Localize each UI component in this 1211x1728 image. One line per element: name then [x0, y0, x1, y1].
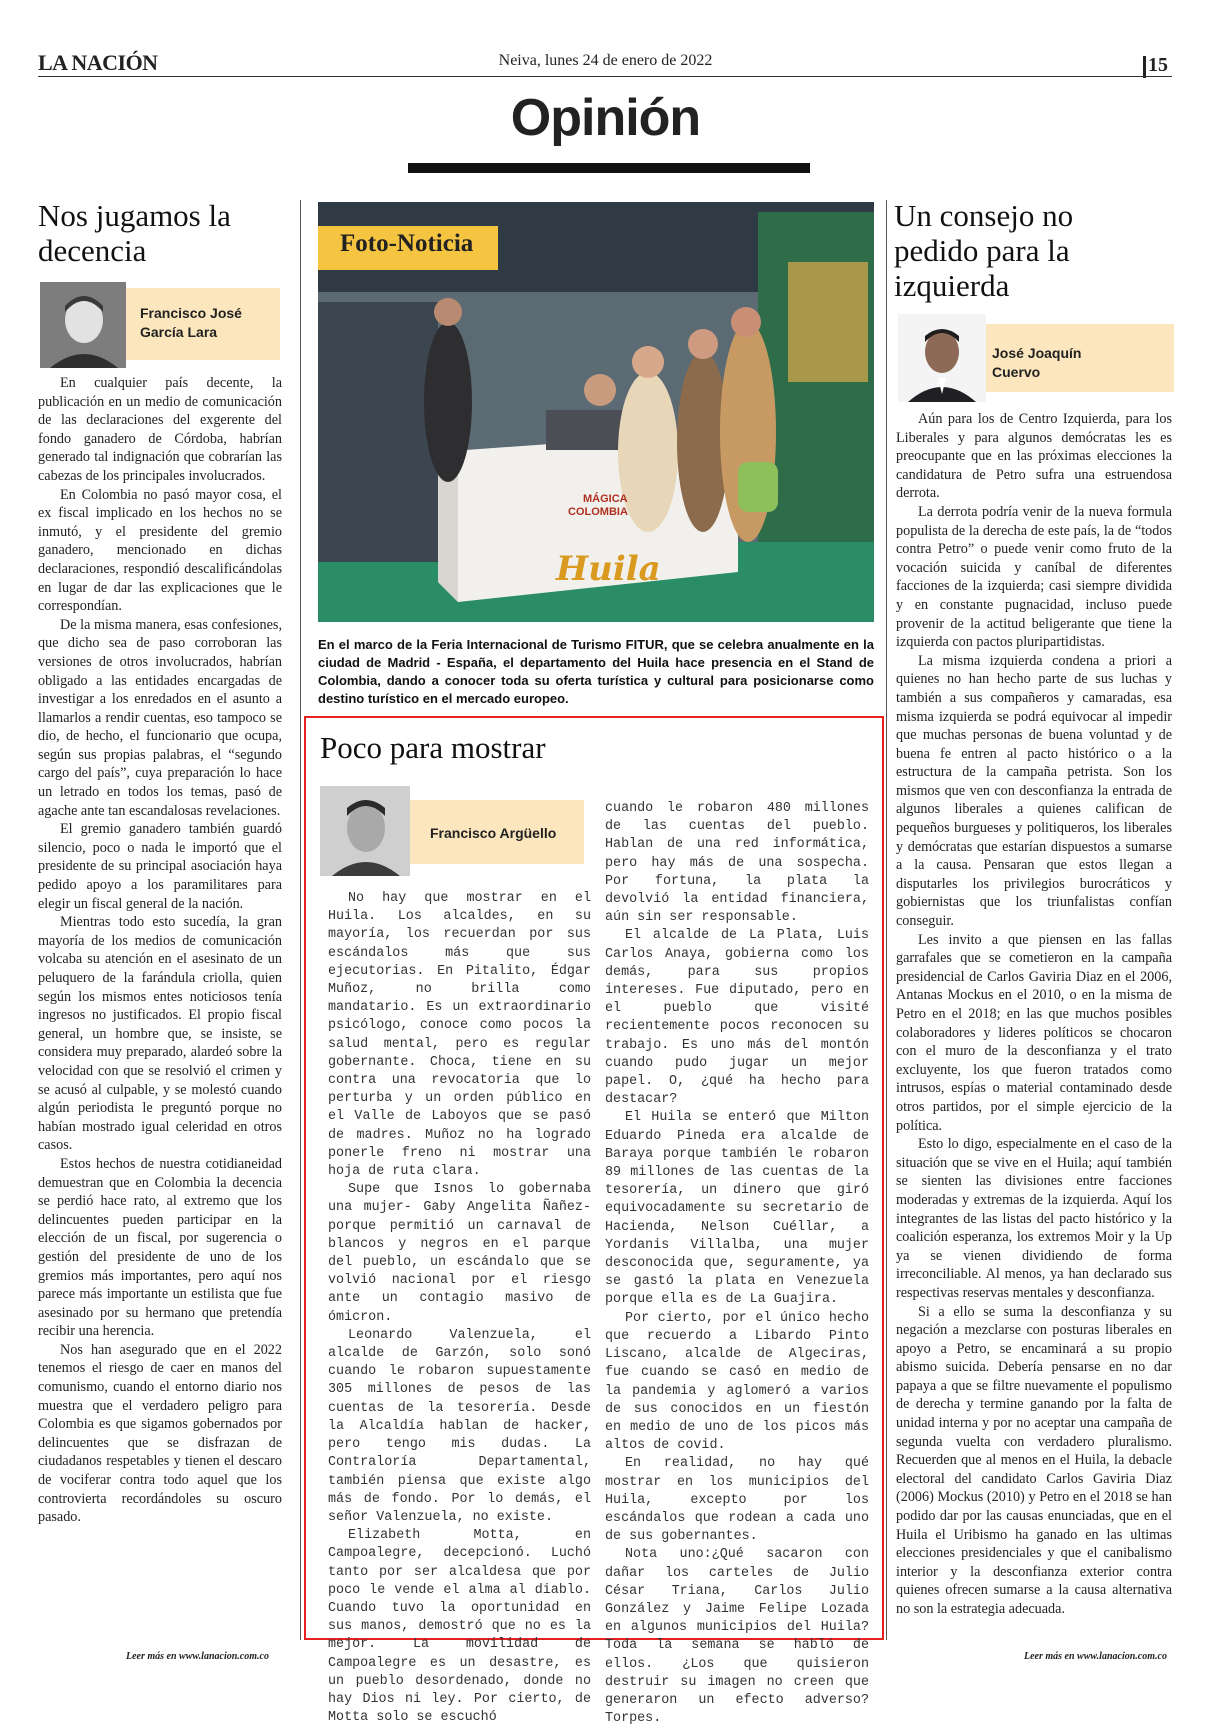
left-article-title: Nos jugamos la decencia [38, 198, 231, 268]
author-photo-garcia [40, 282, 126, 368]
page-number: 15 [1148, 54, 1168, 76]
right-author-name: José Joaquín Cuervo [992, 345, 1082, 380]
center-article-col2: cuando le robaron 480 millones de las cuentas del pueblo. Hablan de una red informática, pero hay más de una sospecha. Por fortuna, la plata la devolvió la entidad financiera, aún sin ser responsable. El alcalde de La Plata, Luis Carlos Anaya, gobierna como los demás, para sus propios intereses. Fue diputado, pero en el pueblo que visité recientemente pocos reconocen su trabajo. Es uno más del montón cuando pudo jugar un mejor papel. O, ¿qué ha hecho para destacar? El Huila se enteró que Milton Eduardo Pineda era alcalde de Baraya porque también le robaron 89 millones de las cuentas de la tesorería, un dinero que giró equivocadamente su secretario de Hacienda, Nelson Cuéllar, a Yordanis Villalba, una mujer desconocida que, seguramente, ya se gastó la plata en Venezuela porque ella es de La Guajira. Por cierto, por el único hecho que recuerdo a Libardo Pinto Liscano, alcalde de Algeciras, fue cuando se casó en medio de la pandemia y aglomeró a varios de sus conocidos en un fiestón en medio de uno de los picos más altos de covid. En realidad, no hay qué mostrar en los municipios del Huila, excepto por los escándalos que rodean a cada uno de sus gobernantes. Nota uno:¿Qué sacaron con dañar los carteles de Julio César Triana, Carlos Julio González y Jaime Felipe Lozada en algunos municipios del Huila? Toda la semana se habló de ellos. ¿Los que quisieron destruir su imagen no creen que generaron un efecto adverso? Torpes. [605, 801, 869, 1727]
left-article-body: En cualquier país decente, la publicación en un medio de comunicación de las declaraciones del exgerente del fondo ganadero de Córdoba, habrían generado tal indignación que cobrarían las cabezas de los principales involucrados. En Colombia no pasó mayor cosa, el ex fiscal implicado en los hechos no se inmutó, y el presidente del gremio ganadero, mencionado en dichas declaraciones, respondió descalificándolas en lugar de dar las explicaciones que le correspondían. De la misma manera, esas confesiones, que dicho sea de paso corroboran las versiones de otros involucrados, habrían obligado a las entidades encargadas de investigar a los enredados en el asunto a llamarlos a rendir cuentas, eso tampoco se dio, de hecho, el funcionario que ocupa, según sus propias palabras, el “segundo cargo del país”, cuya preparación lo hace un letrado en todos los temas, pasó de agache ante tan escandalosas revelaciones. El gremio ganadero también guardó silencio, poco o nada le importó que el presidente de su principal asociación haya pedido apoyo a los paramilitares para elegir un fiscal general de la nación. Mientras todo esto sucedía, la gran mayoría de los medios de comunicación volcaba su atención en el asesinato de un peluquero de la farándula criolla, quien según los mismos entes noticiosos tenía ingresos no justificados. El propio fiscal general, un hombre que, se insiste, se considera muy preparado, alardeó sobre la velocidad con que se resolvió el crimen y se acusó al culpable, y se molestó cuando algún periodista le preguntó porque no habían mostrado igual celeridad en otros casos. Estos hechos de nuestra cotidianeidad demuestran que en Colombia la decencia se perdió hace rato, al extremo que los delincuentes pueden participar en la elección de un fiscal, por sugerencia o gestión del presidente de uno de los gremios más importantes, pero aquí nos parece más importante un estilista que fue asesinado por su hermano que pretendía recibir una herencia. Nos han asegurado que en el 2022 tenemos el riesgo de caer en manos del comunismo, cuando el entorno diario nos muestra que el verdadero peligro para Colombia es que sigamos gobernados por delincuentes que se disfrazan de ciudadanos respetables y tienen el descaro de vociferar contra todo aquel que los controvierta recordándoles su oscuro pasado. [38, 375, 282, 1526]
left-author-name: Francisco José García Lara [140, 305, 242, 340]
dateline: Neiva, lunes 24 de enero de 2022 [498, 52, 713, 69]
right-read-more[interactable]: Leer más en www.lanacion.com.co [1024, 1651, 1167, 1662]
author-photo-arguello [320, 786, 410, 876]
stand-text-huila: Huila [556, 549, 661, 589]
photo-news-caption: En el marco de la Feria Internacional de Turismo FITUR, que se celebra anualmente en la ciudad de Madrid - España, el departamento del Huila hace presencia en el Stand de Colombia, dando a conocer toda su oferta turística y cultural para posicionarse como destino turístico en el mercado europeo. [318, 637, 874, 706]
page-number-bar [1143, 56, 1146, 78]
photo-news-label: Foto-Noticia [340, 230, 474, 257]
author-photo-cuervo [898, 314, 986, 402]
section-title: Opinión [510, 89, 701, 147]
column-divider-left [300, 200, 301, 1640]
stand-text-colombia: COLOMBIA [568, 506, 628, 518]
stand-text-magica: MÁGICA [583, 493, 628, 505]
right-article-body: Aún para los de Centro Izquierda, para los Liberales y para algunos demócratas les es preocupante que en las próximas elecciones la candidatura de Petro sufra una estruendosa derrota. La derrota podría venir de la nueva formula populista de la derecha de este país, la de “todos contra Petro” o puede venir como fruto de la vocación suicida y caníbal de diferentes facciones de la izquierda; casi siempre dividida y en constante pugnacidad, incluso puede provenir de la actitud beligerante que tiene la izquierda con pactos pluripartidistas. La misma izquierda condena a priori a quienes no han hecho parte de sus luchas y también a sus compañeros y camaradas, esa misma izquierda se podrá equivocar al impedir que muchas personas de buena voluntad y de buena fe entren al pacto histórico o a la estructura de la campaña petrista. Son los mismos que ven con desconfianza la entrada de algunos liberales a quienes califican de pequeños burgueses y politiqueros, los liberales y demócratas que estarían dispuestos a sumarse a la causa. Pensaran que estos llegan a disputarles los privilegios burocráticos y gobiernistas que los triunfalistas confían conseguir. Les invito a que piensen en las fallas garrafales que se cometieron en la campaña presidencial de Carlos Gaviria Diaz en el 2006, Antanas Mockus en el 2010, o en la misma de Petro en el 2018; en las que muchos posibles colaboradores y lideres políticos se chocaron con el muro de la desconfianza y el trato excluyente, los que fueron tratados como intrusos, espías o material contaminado desde otros partidos, por el simple ejercicio de la política. Esto lo digo, especialmente en el caso de la situación que se vive en el Huila; aquí también se sienten las divisiones entre facciones moderadas y extremas de la izquierda. Aquí los integrantes de las listas del pacto histórico y la coalición esperanza, los extremos Moir y la Up ya se vienen dividiendo de forma irreconciliable. Al menos, ya han declarado sus respectivas reservas mentales y desconfianza. Si a ello se suma la desconfianza y su negación a mezclarse con posturas liberales en apoyo a Petro, se encaminará a su propio abismo suicida. Debería pensarse en no dar papaya a que se filtre nuevamente el populismo de derecha y termine ganando por la falta de unidad interna y por no aceptar una campaña de segunda vuelta con verdadero pluralismo. Recuerden que al menos en el Huila, la debacle electoral del candidato Carlos Gaviria Diaz (2006) Mockus (2010) y Petro en el 2018 se han podido dar por las causas enunciadas, que en el Huila el Uribismo ha ganado en las ultimas elecciones presidenciales y que el canibalismo interior y la desconfianza exterior contra quienes ofrecen sumarse a la causa alternativa no son la estrategia adecuada. [896, 411, 1172, 1617]
newspaper-logo: LA NACIÓN [38, 50, 158, 75]
center-article-title: Poco para mostrar [320, 730, 546, 765]
left-read-more[interactable]: Leer más en www.lanacion.com.co [126, 1651, 269, 1662]
center-article-col1: No hay que mostrar en el Huila. Los alcaldes, en su mayoría, los recuerdan por sus escándalos más que sus ejecutorias. En Pitalito, Édgar Muñoz, no brilla como mandatario. Es un extraordinario psicólogo, conoce como pocos la salud mental, pero es regular gobernante. Choca, tiene en su contra una revocatoria que lo perturba y un orden público en el Valle de Laboyos que se pasó de madres. Muñoz no ha logrado ponerle freno ni mostrar una hoja de ruta clara. Supe que Isnos lo gobernaba una mujer- Gaby Angelita Ñañez- porque permitió un carnaval de blancos y negros en el parque del pueblo, un escándalo que se volvió nacional por el riesgo ante un contagio masivo de ómicron. Leonardo Valenzuela, el alcalde de Garzón, solo sonó cuando le robaron supuestamente 305 millones de pesos de las cuentas de la tesorería. Desde la Alcaldía hablan de hacker, pero tengo mis dudas. La Contraloría Departamental, también piensa que existe algo más de fondo. Por lo demás, el señor Valenzuela, no existe. Elizabeth Motta, en Campoalegre, decepcionó. Luchó tanto por ser alcaldesa que por poco le vende el alma al diablo. Cuando tuvo la oportunidad en sus manos, demostró que no es la mejor. La movilidad de Campoalegre es un desastre, es un pueblo desordenado, donde no hay Dios ni ley. Por cierto, de Motta solo se escuchó [328, 891, 591, 1726]
section-underline [408, 163, 810, 173]
header-rule [38, 76, 1172, 77]
column-divider-right [886, 200, 887, 1640]
center-author-name: Francisco Argüello [430, 825, 557, 841]
right-article-title: Un consejo no pedido para la izquierda [894, 198, 1074, 303]
